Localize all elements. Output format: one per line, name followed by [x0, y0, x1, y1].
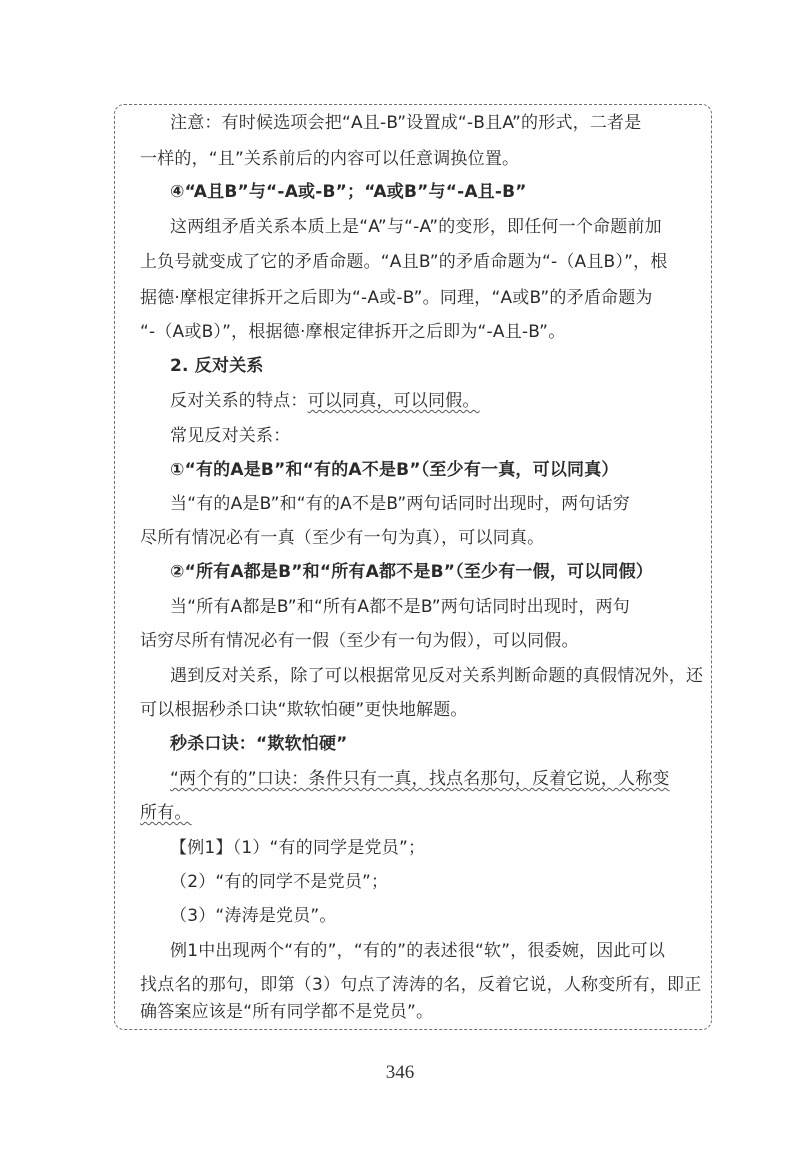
para2-line-2: 可以根据秒杀口诀“欺软怕硬”更快地解题。	[140, 700, 468, 720]
item-4-heading: ④“A且B”与“-A或-B”；“A或B”与“-A且-B”	[170, 182, 527, 202]
explanation-line-3: 确答案应该是“所有同学都不是党员”。	[140, 1002, 434, 1022]
explanation-line-1: 例1中出现两个“有的”，“有的”的表述很“软”，很委婉，因此可以	[170, 941, 666, 961]
note-line-1: 注意：有时候选项会把“A且-B”设置成“-B且A”的形式，二者是	[170, 113, 642, 133]
item1-line-2: 尽所有情况必有一真（至少有一句为真），可以同真。	[140, 528, 545, 548]
explanation-line-2: 找点名的那句，即第（3）句点了涛涛的名，反着它说，人称变所有，即正	[140, 975, 702, 995]
feature-label: 反对关系的特点：	[170, 391, 308, 411]
item-1-heading: ①“有的A是B”和“有的A不是B”（至少有一真，可以同真）	[170, 460, 619, 480]
section-2-heading: 2. 反对关系	[170, 356, 264, 376]
common-label: 常见反对关系：	[170, 426, 291, 446]
feature-line	[170, 389, 480, 413]
item2-line-2: 话穷尽所有情况必有一假（至少有一句为假），可以同假。	[140, 631, 579, 651]
trick-heading: 秒杀口诀：“欺软怕硬”	[170, 734, 348, 754]
para2-line-1: 遇到反对关系，除了可以根据常见反对关系判断命题的真假情况外，还	[170, 666, 704, 686]
item2-line-1: 当“所有A都是B”和“所有A都不是B”两句话同时出现时，两句	[170, 597, 630, 617]
example-line-2: （2）“有的同学不是党员”；	[170, 872, 389, 892]
example-line-1: 【例1】（1）“有的同学是党员”；	[170, 838, 426, 858]
para1-line-2: 上负号就变成了它的矛盾命题。“A且B”的矛盾命题为“-（A且B）”，根	[140, 252, 668, 272]
trick-line-1: “两个有的”口诀：条件只有一真，找点名那句，反着它说，人称变	[170, 769, 670, 789]
para1-line-4: “-（A或B）”，根据德·摩根定律拆开之后即为“-A且-B”。	[140, 322, 566, 342]
example-line-3: （3）“涛涛是党员”。	[170, 906, 337, 926]
trick-line-2: 所有。	[140, 803, 192, 823]
page-number: 346	[385, 1062, 415, 1083]
item-2-heading: ②“所有A都是B”和“所有A都不是B”（至少有一假，可以同假）	[170, 562, 654, 582]
para1-line-1: 这两组矛盾关系本质上是“A”与“-A”的变形，即任何一个命题前加	[170, 217, 662, 237]
note-line-2: 一样的，“且”关系前后的内容可以任意调换位置。	[140, 149, 520, 169]
para1-line-3: 据德·摩根定律拆开之后即为“-A或-B”。同理，“A或B”的矛盾命题为	[140, 288, 653, 308]
feature-text: 可以同真，可以同假。	[307, 391, 480, 411]
item1-line-1: 当“有的A是B”和“有的A不是B”两句话同时出现时，两句话穷	[170, 494, 630, 514]
